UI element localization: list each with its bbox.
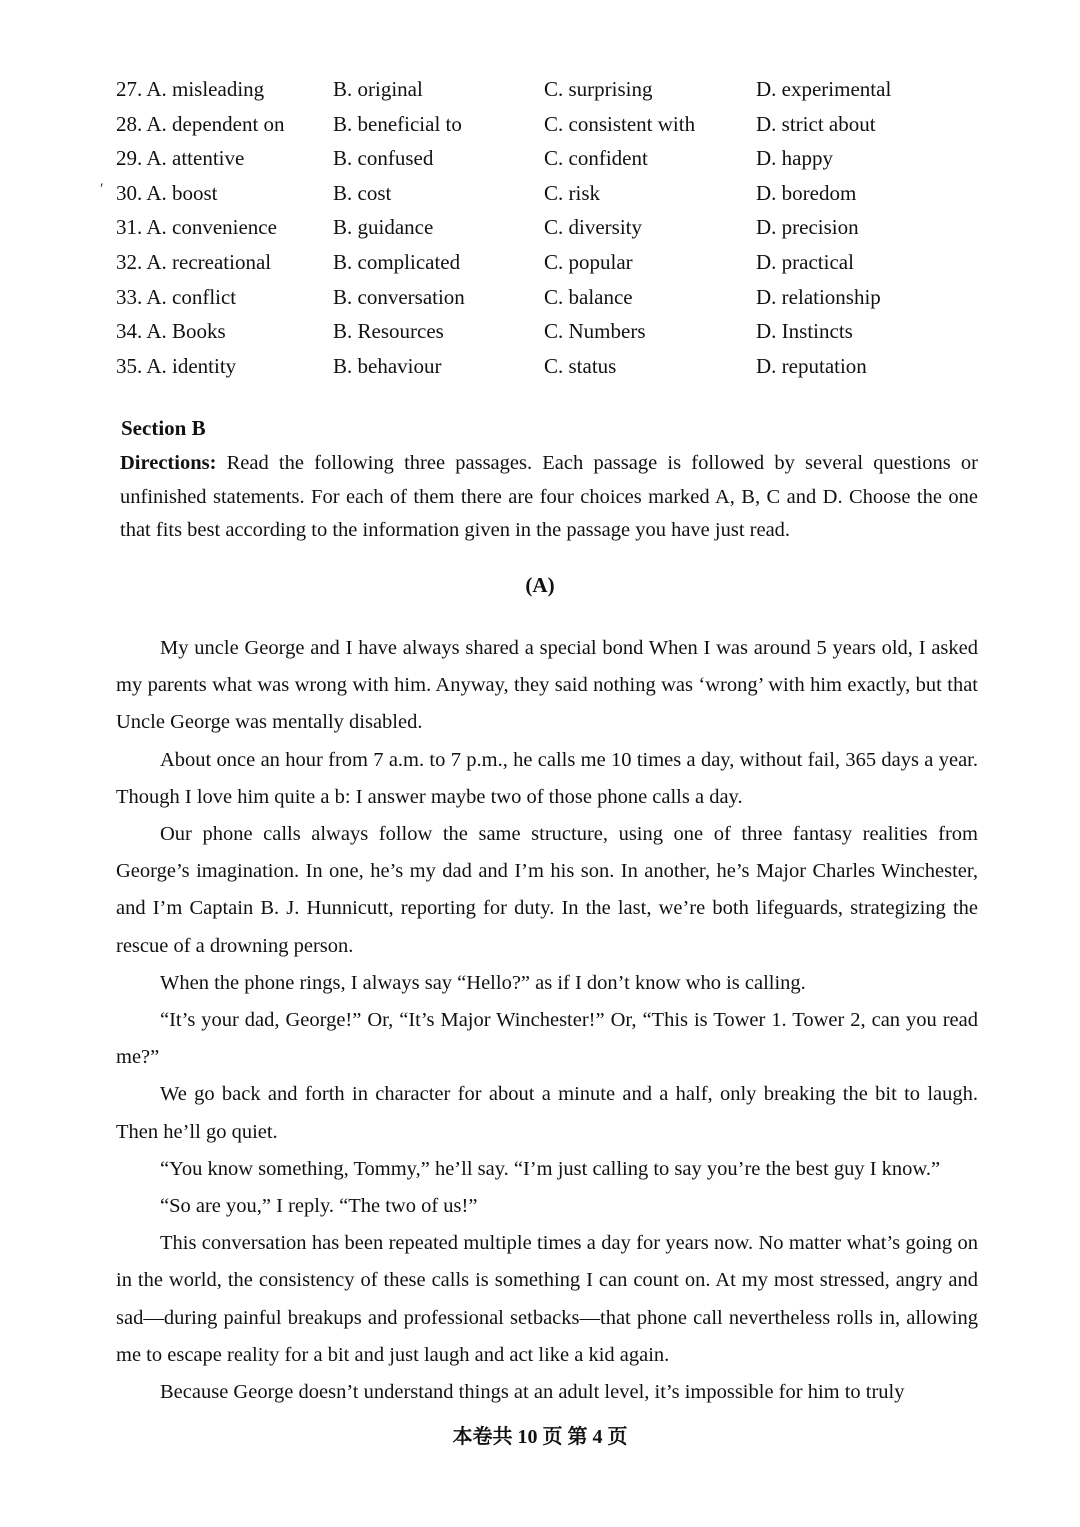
- option-b: B. complicated: [333, 249, 461, 274]
- option-row: [116, 107, 996, 142]
- option-d: D. relationship: [756, 284, 881, 309]
- option-row: [116, 280, 996, 315]
- option-d: D. practical: [756, 249, 854, 274]
- option-a: 32. A. recreational: [116, 249, 272, 274]
- option-row: [116, 176, 996, 211]
- option-row: [116, 72, 996, 107]
- option-c: C. surprising: [544, 77, 653, 101]
- option-d: D. boredom: [756, 180, 857, 205]
- paragraph: “It’s your dad, George!” Or, “It’s Major Winchester!” Or, “This is Tower 1. Tower 2, can you read me?”: [116, 1009, 978, 1069]
- directions: [120, 447, 978, 548]
- option-row: [116, 245, 996, 280]
- option-row: [116, 314, 996, 349]
- paragraph: We go back and forth in character for about a minute and a half, only breaking the bit to laugh. Then he’ll go quiet.: [116, 1083, 978, 1143]
- option-a: 31. A. convenience: [116, 215, 277, 240]
- margin-mark: ′: [100, 181, 104, 198]
- option-d: D. Instincts: [756, 319, 853, 344]
- option-d: D. strict about: [756, 111, 876, 136]
- option-c: C. risk: [544, 180, 601, 205]
- option-d: D. happy: [756, 146, 833, 171]
- paragraph: My uncle George and I have always shared a special bond When I was around 5 years old, I asked my parents what was wrong with him. Anyway, they said nothing was ‘wrong’ with him exactly, but that Uncle George was mentally disabled.: [116, 637, 978, 734]
- option-b: B. Resources: [333, 319, 444, 344]
- paragraph: This conversation has been repeated multiple times a day for years now. No matter what’s going on in the world, the consistency of these calls is something I can count on. At my most stressed, angry and sad—during painful breakups and professional setbacks—that phone call nevertheless rolls in, allowing me to escape reality for a bit and just laugh and act like a kid again.: [116, 1232, 978, 1366]
- directions-label: Directions:: [120, 452, 217, 474]
- option-a: 29. A. attentive: [116, 146, 245, 171]
- paragraph: About once an hour from 7 a.m. to 7 p.m., he calls me 10 times a day, without fail, 365 days a year. Though I love him quite a b: I answer maybe two of those phone calls a day.: [116, 748, 978, 808]
- option-c: C. status: [544, 353, 617, 378]
- option-c: C. Numbers: [544, 319, 646, 344]
- option-b: B. beneficial to: [333, 111, 462, 136]
- option-a: 34. A. Books: [116, 319, 226, 344]
- option-d: D. precision: [756, 215, 859, 240]
- directions-text: Read the following three passages. Each passage is followed by several questions or unfinished statements. For each of them there are four choices marked A, B, C and D. Choose the one that fits best according to the information given in the passage you have just read.: [120, 452, 978, 541]
- option-row: [116, 349, 996, 384]
- option-a: 33. A. conflict: [116, 284, 237, 309]
- paragraph: “So are you,” I reply. “The two of us!”: [160, 1195, 478, 1218]
- option-c: C. popular: [544, 249, 633, 274]
- option-c: C. confident: [544, 146, 648, 171]
- option-b: B. confused: [333, 146, 434, 171]
- paragraph: Because George doesn’t understand things at an adult level, it’s impossible for him to truly: [160, 1381, 905, 1404]
- option-b: B. guidance: [333, 215, 434, 240]
- option-a: 28. A. dependent on: [116, 111, 285, 136]
- option-d: D. reputation: [756, 353, 867, 378]
- section-title: Section B: [121, 416, 206, 440]
- option-a: 27. A. misleading: [116, 77, 265, 101]
- option-a: 30. A. boost: [116, 180, 218, 205]
- option-c: C. diversity: [544, 215, 642, 240]
- option-b: B. cost: [333, 180, 392, 205]
- option-row: [116, 210, 996, 245]
- option-c: C. balance: [544, 284, 633, 309]
- paragraph: When the phone rings, I always say “Hello?” as if I don’t know who is calling.: [160, 971, 806, 994]
- option-d: D. experimental: [756, 77, 892, 101]
- option-b: B. behaviour: [333, 353, 442, 378]
- option-row: [116, 141, 996, 176]
- paragraph: Our phone calls always follow the same structure, using one of three fantasy realities from George’s imagination. In one, he’s my dad and I’m his son. In another, he’s Major Charles Winchester, and I’m Captain B. J. Hunnicutt, reporting for duty. In the last, we’re both lifeguards, strategizing the rescue of a drowning person.: [116, 823, 978, 957]
- option-a: 35. A. identity: [116, 353, 237, 378]
- option-b: B. original: [333, 77, 423, 101]
- page-footer: 本卷共 10 页 第 4 页: [452, 1426, 628, 1448]
- option-b: B. conversation: [333, 284, 465, 309]
- option-c: C. consistent with: [544, 111, 696, 136]
- passage-label: (A): [525, 573, 555, 597]
- paragraph: “You know something, Tommy,” he’ll say. “I’m just calling to say you’re the best guy I know.”: [160, 1157, 941, 1180]
- options-table: [116, 72, 996, 383]
- passage-text: [116, 630, 978, 1411]
